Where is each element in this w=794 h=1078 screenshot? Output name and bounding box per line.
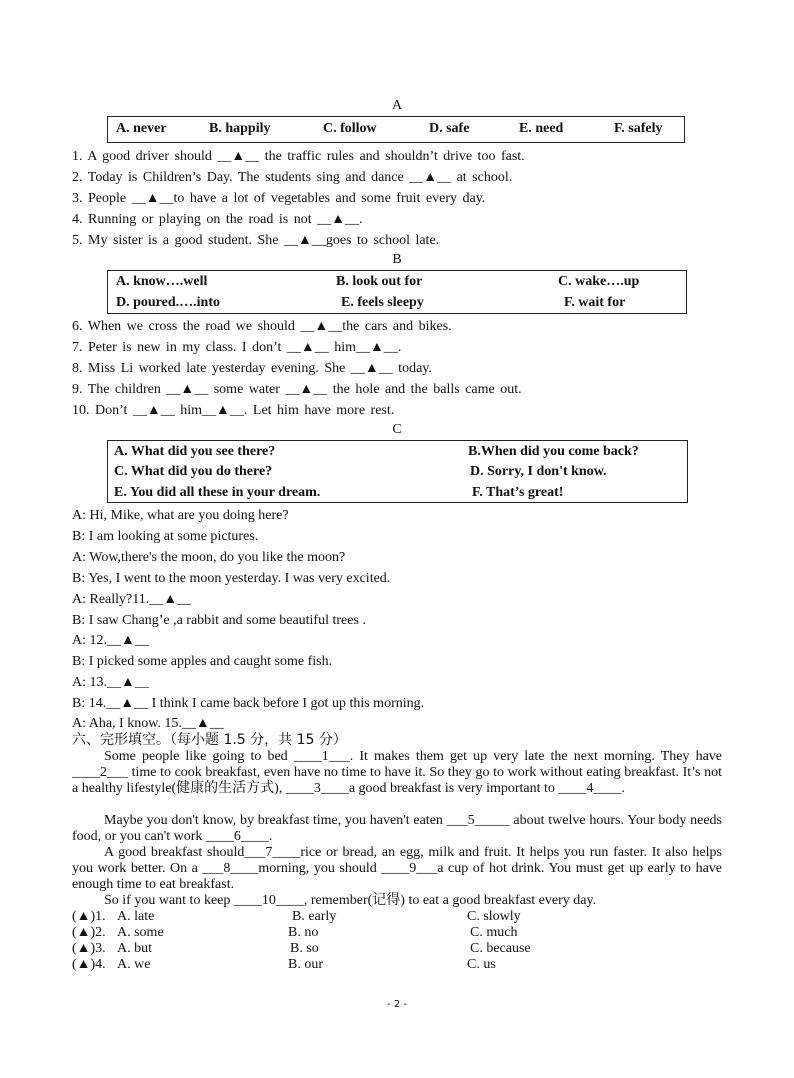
option-a: A. What did you see there?: [114, 444, 276, 459]
choice-number: (▲)4.: [72, 957, 106, 972]
choice-a: A. we: [117, 957, 151, 972]
section-a-heading: A: [391, 98, 403, 113]
cloze-paragraph-4: So if you want to keep ____10____, remember(记得) to eat a good breakfast every day.: [104, 893, 597, 908]
dialogue-line-6: B: I saw Chang’e ,a rabbit and some beautiful trees .: [72, 613, 366, 628]
option-e: E. You did all these in your dream.: [114, 485, 321, 500]
option-a: A. never: [116, 121, 167, 136]
option-c: C. follow: [323, 121, 377, 136]
question-9: 9. The children __▲__ some water __▲__ the hole and the balls came out.: [72, 382, 522, 397]
dialogue-line-5: A: Really?11.__▲__: [72, 592, 192, 607]
question-6: 6. When we cross the road we should __▲__the cars and bikes.: [72, 319, 452, 334]
dialogue-line-3: A: Wow,there's the moon, do you like the moon?: [72, 550, 346, 565]
option-b: B. look out for: [336, 274, 423, 289]
dialogue-line-2: B: I am looking at some pictures.: [72, 529, 259, 544]
option-c: C. What did you do there?: [114, 464, 273, 479]
option-d: D. poured.….into: [116, 295, 220, 310]
choice-b: B. so: [290, 941, 319, 956]
choice-b: B. our: [288, 957, 323, 972]
question-10: 10. Don’t __▲__ him__▲__. Let him have more rest.: [72, 403, 395, 418]
choice-b: B. early: [292, 909, 337, 924]
option-f: F. safely: [614, 121, 663, 136]
choice-c: C. us: [467, 957, 496, 972]
choice-number: (▲)2.: [72, 925, 106, 940]
question-7: 7. Peter is new in my class. I don’t __▲__ him__▲__.: [72, 340, 402, 355]
dialogue-line-7: A: 12.__▲__: [72, 633, 149, 648]
option-d: D. safe: [429, 121, 470, 136]
question-3: 3. People __▲__to have a lot of vegetables and some fruit every day.: [72, 191, 486, 206]
section-a-options-box: [107, 116, 685, 143]
option-d: D. Sorry, I don't know.: [470, 464, 607, 479]
cloze-paragraph-1: Some people like going to bed ____1___. It makes them get up very late the next morning. They have ____2___ time to cook breakfast, even have no time to have it. So they go to work without eating breakfast. It’s not a healthy lifestyle(健康的生活方式), ____3____a good breakfast is very important to ____4____.: [72, 749, 722, 796]
option-b: B. happily: [209, 121, 271, 136]
question-2: 2. Today is Children’s Day. The students sing and dance __▲__ at school.: [72, 170, 513, 185]
option-f: F. That’s great!: [472, 485, 564, 500]
question-5: 5. My sister is a good student. She __▲__goes to school late.: [72, 233, 440, 248]
question-1: 1. A good driver should __▲__ the traffic rules and shouldn’t drive too fast.: [72, 149, 525, 164]
dialogue-line-10: B: 14.__▲__ I think I came back before I got up this morning.: [72, 696, 425, 711]
page-number: - 2 -: [387, 999, 407, 1010]
choice-a: A. late: [117, 909, 155, 924]
cloze-heading: 六、完形填空。（每小题 1.5 分，共 15 分）: [72, 732, 347, 748]
choice-b: B. no: [288, 925, 319, 940]
choice-c: C. slowly: [467, 909, 521, 924]
dialogue-line-4: B: Yes, I went to the moon yesterday. I was very excited.: [72, 571, 391, 586]
question-4: 4. Running or playing on the road is not __▲__.: [72, 212, 363, 227]
choice-number: (▲)3.: [72, 941, 106, 956]
option-e: E. feels sleepy: [341, 295, 424, 310]
section-b-heading: B: [392, 252, 402, 267]
section-b-options-box: [107, 270, 687, 314]
section-c-options-box: [107, 440, 688, 503]
choice-a: A. some: [117, 925, 164, 940]
option-e: E. need: [519, 121, 564, 136]
question-8: 8. Miss Li worked late yesterday evening. She __▲__ today.: [72, 361, 432, 376]
option-c: C. wake….up: [558, 274, 640, 289]
choice-a: A. but: [117, 941, 152, 956]
choice-c: C. because: [470, 941, 531, 956]
choice-c: C. much: [470, 925, 518, 940]
dialogue-line-8: B: I picked some apples and caught some fish.: [72, 654, 333, 669]
choice-number: (▲)1.: [72, 909, 106, 924]
section-c-heading: C: [392, 422, 402, 437]
cloze-paragraph-3: A good breakfast should___7____rice or bread, an egg, milk and fruit. It helps you run faster. It also helps you work better. On a ___8____morning, you should ____9___a cup of hot drink. You must get up early to have enough time to eat breakfast.: [72, 845, 722, 892]
option-a: A. know….well: [116, 274, 208, 289]
dialogue-line-11: A: Aha, I know. 15.__▲__: [72, 716, 224, 731]
option-f: F. wait for: [564, 295, 626, 310]
dialogue-line-9: A: 13.__▲__: [72, 675, 149, 690]
option-b: B.When did you come back?: [468, 444, 639, 459]
cloze-paragraph-2: Maybe you don't know, by breakfast time, you haven't eaten ___5_____ about twelve hours. Your body needs food, or you can't work ____6____.: [72, 813, 722, 844]
dialogue-line-1: A: Hi, Mike, what are you doing here?: [72, 508, 289, 523]
